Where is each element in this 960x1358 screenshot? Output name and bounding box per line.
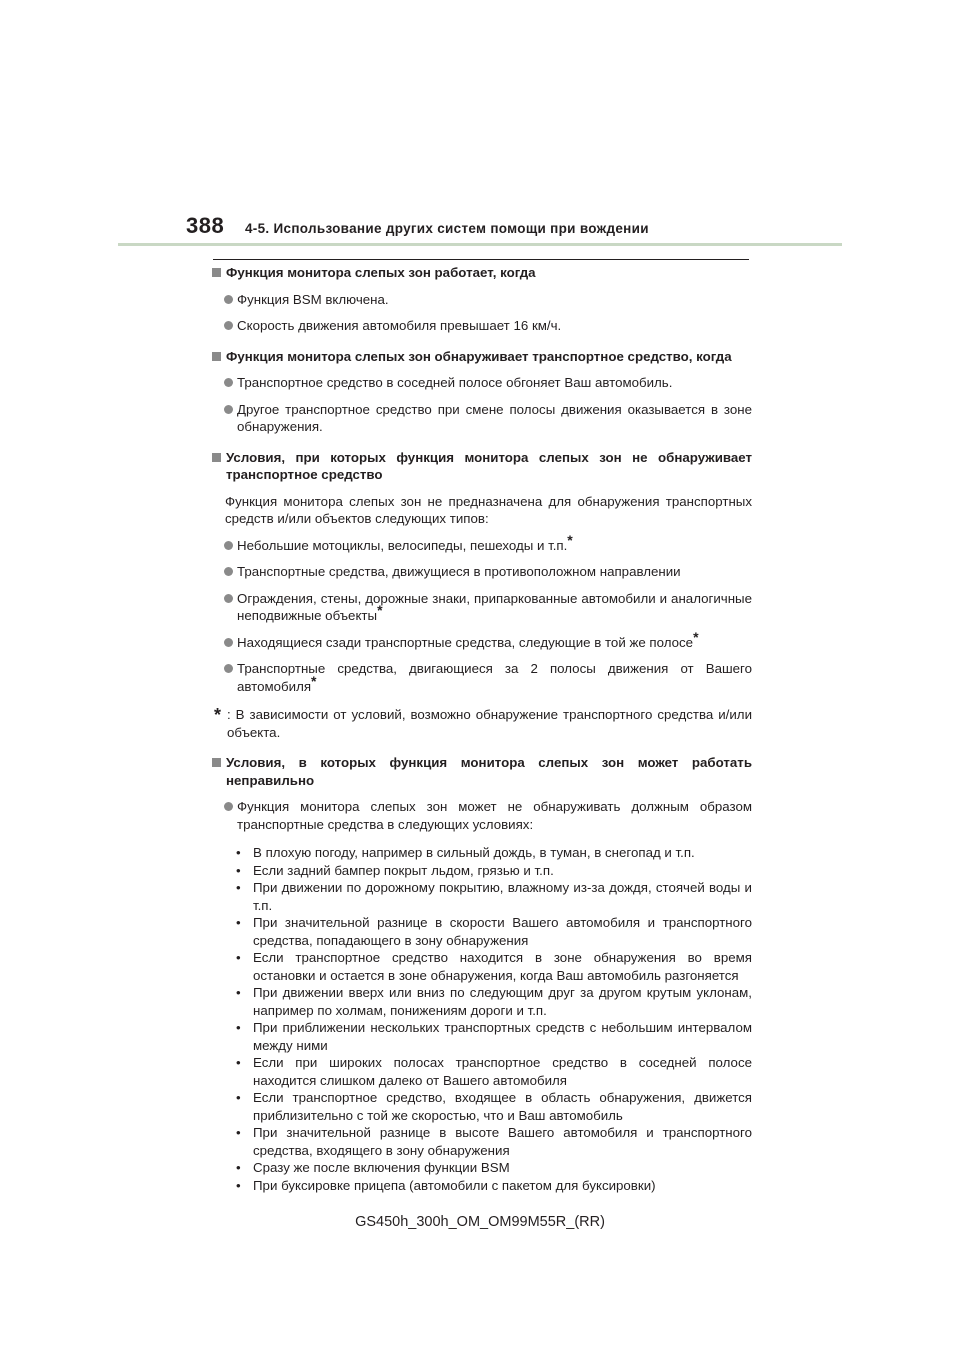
list-item: Функция монитора слепых зон может не обнаруживать должным образом транспортные средства в следующих условиях:: [224, 798, 752, 833]
list-item: Транспортные средства, движущиеся в противоположном направлении: [224, 563, 752, 581]
page-content: [212, 264, 752, 1194]
list-item: • При значительной разнице в скорости Вашего автомобиля и транспортного средства, попадающего в зону обнаружения: [236, 915, 752, 948]
list-item: • В плохую погоду, например в сильный дождь, в туман, в снегопад и т.п.: [236, 845, 695, 860]
dot-bullet-icon: •: [236, 880, 241, 895]
footnote-mark: *: [214, 705, 222, 725]
square-bullet-icon: [212, 453, 221, 462]
section-heading: Функция монитора слепых зон работает, когда: [212, 264, 752, 282]
circle-bullet-icon: [224, 405, 233, 414]
list-item: Транспортные средства, двигающиеся за 2 полосы движения от Вашего автомобиля*: [224, 660, 752, 695]
list-item: Функция BSM включена.: [224, 291, 752, 309]
section-heading: Функция монитора слепых зон обнаруживает транспортное средство, когда: [212, 348, 752, 366]
footnote-star: *: [567, 531, 573, 548]
dot-bullet-icon: •: [236, 1177, 241, 1193]
footnote: * : В зависимости от условий, возможно обнаружение транспортного средства и/или объекта.: [214, 705, 752, 740]
footnote-star: *: [311, 672, 317, 689]
page-number: 388: [186, 213, 225, 238]
list-item: Ограждения, стены, дорожные знаки, припаркованные автомобили и аналогичные неподвижные объекты*: [224, 590, 752, 625]
list-item: • Сразу же после включения функции BSM: [236, 1160, 510, 1175]
list-item: Находящиеся сзади транспортные средства, следующие в той же полосе*: [224, 634, 752, 652]
list-item: • Если при широких полосах транспортное средство в соседней полосе находится слишком далеко от Вашего автомобиля: [236, 1055, 752, 1088]
document-code: GS450h_300h_OM_OM99M55R_(RR): [355, 1214, 605, 1230]
section-heading: Условия, в которых функция монитора слепых зон может работать неправильно: [212, 754, 752, 789]
list-item: • При буксировке прицепа (автомобили с пакетом для буксировки): [236, 1177, 656, 1193]
circle-bullet-icon: [224, 594, 233, 603]
list-item: • При значительной разнице в высоте Вашего автомобиля и транспортного средства, входящего в зону обнаружения: [236, 1125, 752, 1158]
list-item: Скорость движения автомобиля превышает 16 км/ч.: [224, 317, 752, 335]
circle-bullet-icon: [224, 321, 233, 330]
square-bullet-icon: [212, 268, 221, 277]
square-bullet-icon: [212, 352, 221, 361]
circle-bullet-icon: [224, 802, 233, 811]
circle-bullet-icon: [224, 664, 233, 673]
circle-bullet-icon: [224, 378, 233, 387]
dot-bullet-icon: •: [236, 1055, 241, 1070]
list-item: • Если транспортное средство, входящее в область обнаружения, движется приблизительно с той же скоростью, что и Ваш автомобиль: [236, 1090, 752, 1123]
header-rule: [118, 243, 842, 246]
dot-bullet-icon: •: [236, 1020, 241, 1035]
list-item: Другое транспортное средство при смене полосы движения оказывается в зоне обнаружения.: [224, 401, 752, 436]
page-header: [0, 0, 960, 250]
dot-bullet-icon: •: [236, 862, 241, 878]
list-item: Транспортное средство в соседней полосе обгоняет Ваш автомобиль.: [224, 374, 752, 392]
section-intro: Функция монитора слепых зон не предназначена для обнаружения транспортных средств и/или объектов следующих типов:: [225, 493, 752, 526]
circle-bullet-icon: [224, 638, 233, 647]
dot-bullet-icon: •: [236, 915, 241, 930]
circle-bullet-icon: [224, 295, 233, 304]
list-item: • Если задний бампер покрыт льдом, грязью и т.п.: [236, 862, 554, 878]
dot-bullet-icon: •: [236, 1090, 241, 1105]
dot-bullet-icon: •: [236, 985, 241, 1000]
dot-bullet-icon: •: [236, 950, 241, 965]
dot-bullet-icon: •: [236, 1160, 241, 1175]
list-item: • При приближении нескольких транспортных средств с небольшим интервалом между ними: [236, 1020, 752, 1053]
dot-bullet-icon: •: [236, 1125, 241, 1140]
circle-bullet-icon: [224, 541, 233, 550]
footnote-star: *: [693, 628, 699, 645]
square-bullet-icon: [212, 758, 221, 767]
section-heading: Условия, при которых функция монитора слепых зон не обнаруживает транспортное средство: [212, 449, 752, 484]
page-footer: [0, 1214, 960, 1230]
conditions-list: [236, 844, 752, 1194]
list-item: Небольшие мотоциклы, велосипеды, пешеходы и т.п.*: [224, 537, 752, 555]
circle-bullet-icon: [224, 567, 233, 576]
content-top-rule: [213, 259, 749, 260]
list-item: • При движении вверх или вниз по следующим друг за другом крутым уклонам, например по холмам, понижениям дороги и т.п.: [236, 985, 752, 1018]
dot-bullet-icon: •: [236, 845, 241, 860]
footnote-star: *: [377, 602, 383, 618]
list-item: • При движении по дорожному покрытию, влажному из-за дождя, стоячей воды и т.п.: [236, 880, 752, 913]
list-item: • Если транспортное средство находится в зоне обнаружения во время остановки и остается в зоне обнаружения, когда Ваш автомобиль разгоняется: [236, 950, 752, 983]
section-title: 4-5. Использование других систем помощи при вождении: [245, 221, 649, 236]
